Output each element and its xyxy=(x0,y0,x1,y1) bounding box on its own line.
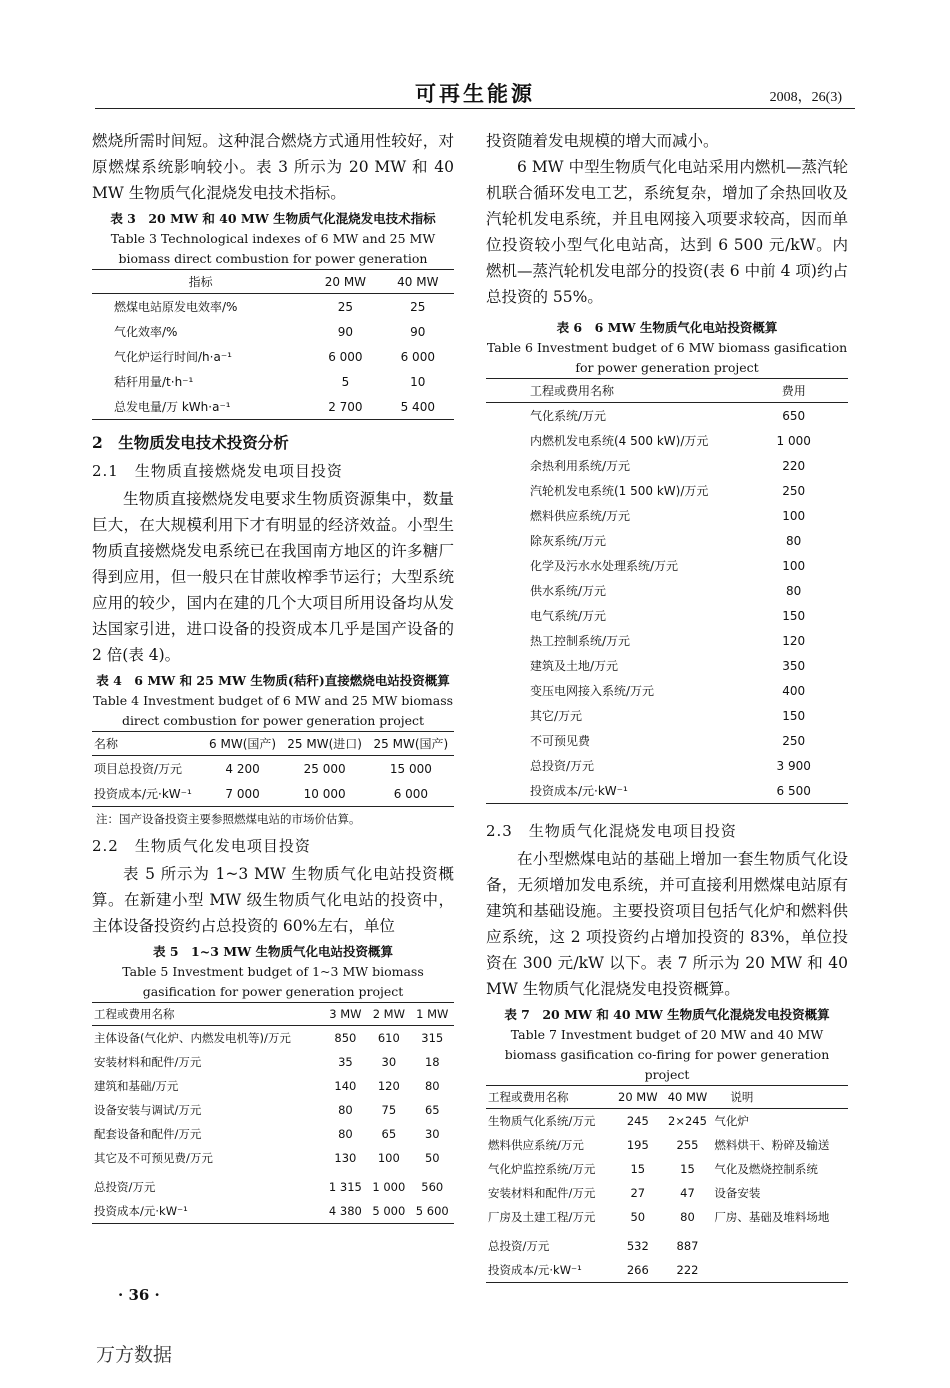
table-row: 秸秆用量/t·h⁻¹ 5 10 xyxy=(114,374,426,389)
table-row: 气化效率/% 90 90 xyxy=(114,324,426,339)
table-row: 安装材料和配件/万元 27 47 设备安装 xyxy=(488,1186,761,1200)
table-row: 投资成本/元·kW⁻¹ 266 222 xyxy=(488,1263,699,1277)
table-row: 余热利用系统/万元 220 xyxy=(530,458,806,473)
left-column xyxy=(92,128,454,1224)
table7-header: 说明 xyxy=(712,1086,848,1109)
table4-header: 6 MW(国产) xyxy=(204,732,282,756)
table5 xyxy=(92,1002,454,1224)
table-row: 主体设备(气化炉、内燃发电机等)/万元 850 610 315 xyxy=(94,1031,444,1045)
table7-header: 工程或费用名称 xyxy=(486,1086,613,1109)
section-2-3-heading: 2.3 生物质气化混烧发电项目投资 xyxy=(486,822,737,840)
table-row: 总投资/万元 3 900 xyxy=(530,758,811,773)
table5-caption-cn: 表 5 1~3 MW 生物质气化电站投资概算 xyxy=(153,944,393,959)
table-row: 投资成本/元·kW⁻¹ 7 000 10 000 6 000 xyxy=(94,786,429,801)
table-row: 燃料供应系统/万元 195 255 燃料烘干、粉碎及输送 xyxy=(488,1138,830,1152)
table3-caption-cn: 表 3 20 MW 和 40 MW 生物质气化混烧发电技术指标 xyxy=(110,211,436,226)
table3-caption-en: Table 3 Technological indexes of 6 MW and 25 MW biomass direct combustion for power generation xyxy=(110,231,436,266)
table3 xyxy=(92,269,454,420)
table3-header: 20 MW xyxy=(309,270,381,294)
section-2-2-heading: 2.2 生物质气化发电项目投资 xyxy=(92,837,311,855)
table-row: 气化炉运行时间/h·a⁻¹ 6 000 6 000 xyxy=(114,349,435,364)
right-column xyxy=(486,128,848,1283)
right-paragraph-3: 在小型燃煤电站的基础上增加一套生物质气化设备，无须增加发电系统，并可直接利用燃煤电站原有建筑和基础设施。主要投资项目包括气化炉和燃料供应系统，这 2 项投资约占增加投资的 83%，单位投资在 300 元/kW 以下。表 7 所示为 20 MW 和 40 MW 生物质气化混烧发电投资概算。 xyxy=(486,850,848,998)
table7-caption-en: Table 7 Investment budget of 20 MW and 40 MW biomass gasification co-firing for power generation project xyxy=(504,1027,830,1082)
table-row: 投资成本/元·kW⁻¹ 4 380 5 000 5 600 xyxy=(94,1204,449,1218)
table-row: 燃煤电站原发电效率/% 25 25 xyxy=(114,299,426,314)
table6-caption-en: Table 6 Investment budget of 6 MW biomass gasification for power generation project xyxy=(486,340,848,375)
table6-caption-cn: 表 6 6 MW 生物质气化电站投资概算 xyxy=(556,320,778,335)
table-row: 气化系统/万元 650 xyxy=(530,408,806,423)
table4-caption-cn: 表 4 6 MW 和 25 MW 生物质(秸秆)直接燃烧电站投资概算 xyxy=(96,673,450,688)
journal-title: 可再生能源 xyxy=(415,81,535,106)
table4-caption-en: Table 4 Investment budget of 6 MW and 25 MW biomass direct combustion for power generation project xyxy=(92,693,454,728)
table-row: 内燃机发电系统(4 500 kW)/万元 1 000 xyxy=(530,433,811,448)
table7 xyxy=(486,1085,848,1283)
journal-volume: 2008，26(3) xyxy=(769,90,842,105)
table-row: 燃料供应系统/万元 100 xyxy=(530,508,806,523)
left-paragraph-3: 表 5 所示为 1~3 MW 生物质气化电站投资概算。在新建小型 MW 级生物质气化电站的投资中，主体设备投资约占总投资的 60%左右，单位 xyxy=(92,865,454,935)
table-row: 厂房及土建工程/万元 50 80 厂房、基础及堆料场地 xyxy=(488,1210,830,1224)
table-row: 总发电量/万 kWh·a⁻¹ 2 700 5 400 xyxy=(114,399,435,414)
left-paragraph-2: 生物质直接燃烧发电要求生物质资源集中，数量巨大，在大规模利用下才有明显的经济效益。小型生物质直接燃烧发电系统已在我国南方地区的许多糖厂得到应用，但一般只在甘蔗收榨季节运行；大型系统应用的较少，国内在建的几个大项目所用设备均从发达国家引进，进口设备的投资成本几乎是国产设备的 2 倍(表 4)。 xyxy=(92,490,454,664)
table-row: 其它/万元 150 xyxy=(530,708,806,723)
page-number: · 36 · xyxy=(118,1286,160,1304)
table-row: 化学及污水水处理系统/万元 100 xyxy=(530,558,806,573)
table-row: 汽轮机发电系统(1 500 kW)/万元 250 xyxy=(530,483,806,498)
table-row: 总投资/万元 532 887 xyxy=(488,1239,699,1253)
section-2-1-heading: 2.1 生物质直接燃烧发电项目投资 xyxy=(92,462,343,480)
table-row: 热工控制系统/万元 120 xyxy=(530,633,806,648)
table4-header: 25 MW(国产) xyxy=(368,732,454,756)
table5-header: 2 MW xyxy=(367,1003,410,1026)
table5-caption-en: Table 5 Investment budget of 1~3 MW biomass gasification for power generation project xyxy=(122,964,424,999)
table-row: 生物质气化系统/万元 245 2×245 气化炉 xyxy=(488,1114,749,1128)
table4 xyxy=(92,731,454,807)
table-row: 其它及不可预见费/万元 130 100 50 xyxy=(94,1151,440,1165)
table5-header: 工程或费用名称 xyxy=(92,1003,324,1026)
section-2-heading: 2 生物质发电技术投资分析 xyxy=(92,433,289,452)
table-row: 除灰系统/万元 80 xyxy=(530,533,802,548)
table4-header: 名称 xyxy=(92,732,204,756)
table3-header: 40 MW xyxy=(382,270,454,294)
left-paragraph-1: 燃烧所需时间短。这种混合燃烧方式通用性较好，对原燃煤系统影响较小。表 3 所示为 20 MW 和 40 MW 生物质气化混烧发电技术指标。 xyxy=(92,132,454,202)
table-row: 配套设备和配件/万元 80 65 30 xyxy=(94,1127,440,1141)
table3-header: 指标 xyxy=(92,270,309,294)
header-rule xyxy=(95,108,855,109)
table6-header: 工程或费用名称 xyxy=(486,379,739,403)
table7-header: 20 MW xyxy=(613,1086,663,1109)
table-row: 项目总投资/万元 4 200 25 000 15 000 xyxy=(94,761,432,776)
right-paragraph-1: 投资随着发电规模的增大而减小。 xyxy=(486,132,719,150)
table6 xyxy=(486,378,848,804)
table4-header: 25 MW(进口) xyxy=(282,732,368,756)
table-row: 总投资/万元 1 315 1 000 560 xyxy=(94,1180,444,1194)
table-row: 建筑及土地/万元 350 xyxy=(530,658,806,673)
table7-caption-cn: 表 7 20 MW 和 40 MW 生物质气化混烧发电投资概算 xyxy=(504,1007,830,1022)
table-row: 安装材料和配件/万元 35 30 18 xyxy=(94,1055,440,1069)
table4-note: 注：国产设备投资主要参照燃煤电站的市场价估算。 xyxy=(96,812,361,826)
right-paragraph-2: 6 MW 中型生物质气化电站采用内燃机—蒸汽轮机联合循环发电工艺，系统复杂，增加了余热回收及汽轮机发电系统，并且电网接入项要求较高，因而单位投资较小型气化电站高，达到 6 500 元/kW。内燃机—蒸汽轮机发电部分的投资(表 6 中前 4 项)约占总投资的 55%。 xyxy=(486,158,848,306)
table5-header: 1 MW xyxy=(411,1003,454,1026)
table-row: 电气系统/万元 150 xyxy=(530,608,806,623)
table-row: 建筑和基础/万元 140 120 80 xyxy=(94,1079,440,1093)
table-row: 变压电网接入系统/万元 400 xyxy=(530,683,806,698)
table6-header: 费用 xyxy=(739,379,848,403)
table-row: 投资成本/元·kW⁻¹ 6 500 xyxy=(530,783,811,798)
table-row: 气化炉监控系统/万元 15 15 气化及燃烧控制系统 xyxy=(488,1162,818,1176)
source-watermark: 万方数据 xyxy=(96,1344,173,1366)
table-row: 不可预见费 250 xyxy=(530,733,806,748)
table7-header: 40 MW xyxy=(663,1086,713,1109)
table5-header: 3 MW xyxy=(324,1003,367,1026)
table-row: 供水系统/万元 80 xyxy=(530,583,802,598)
table-row: 设备安装与调试/万元 80 75 65 xyxy=(94,1103,440,1117)
